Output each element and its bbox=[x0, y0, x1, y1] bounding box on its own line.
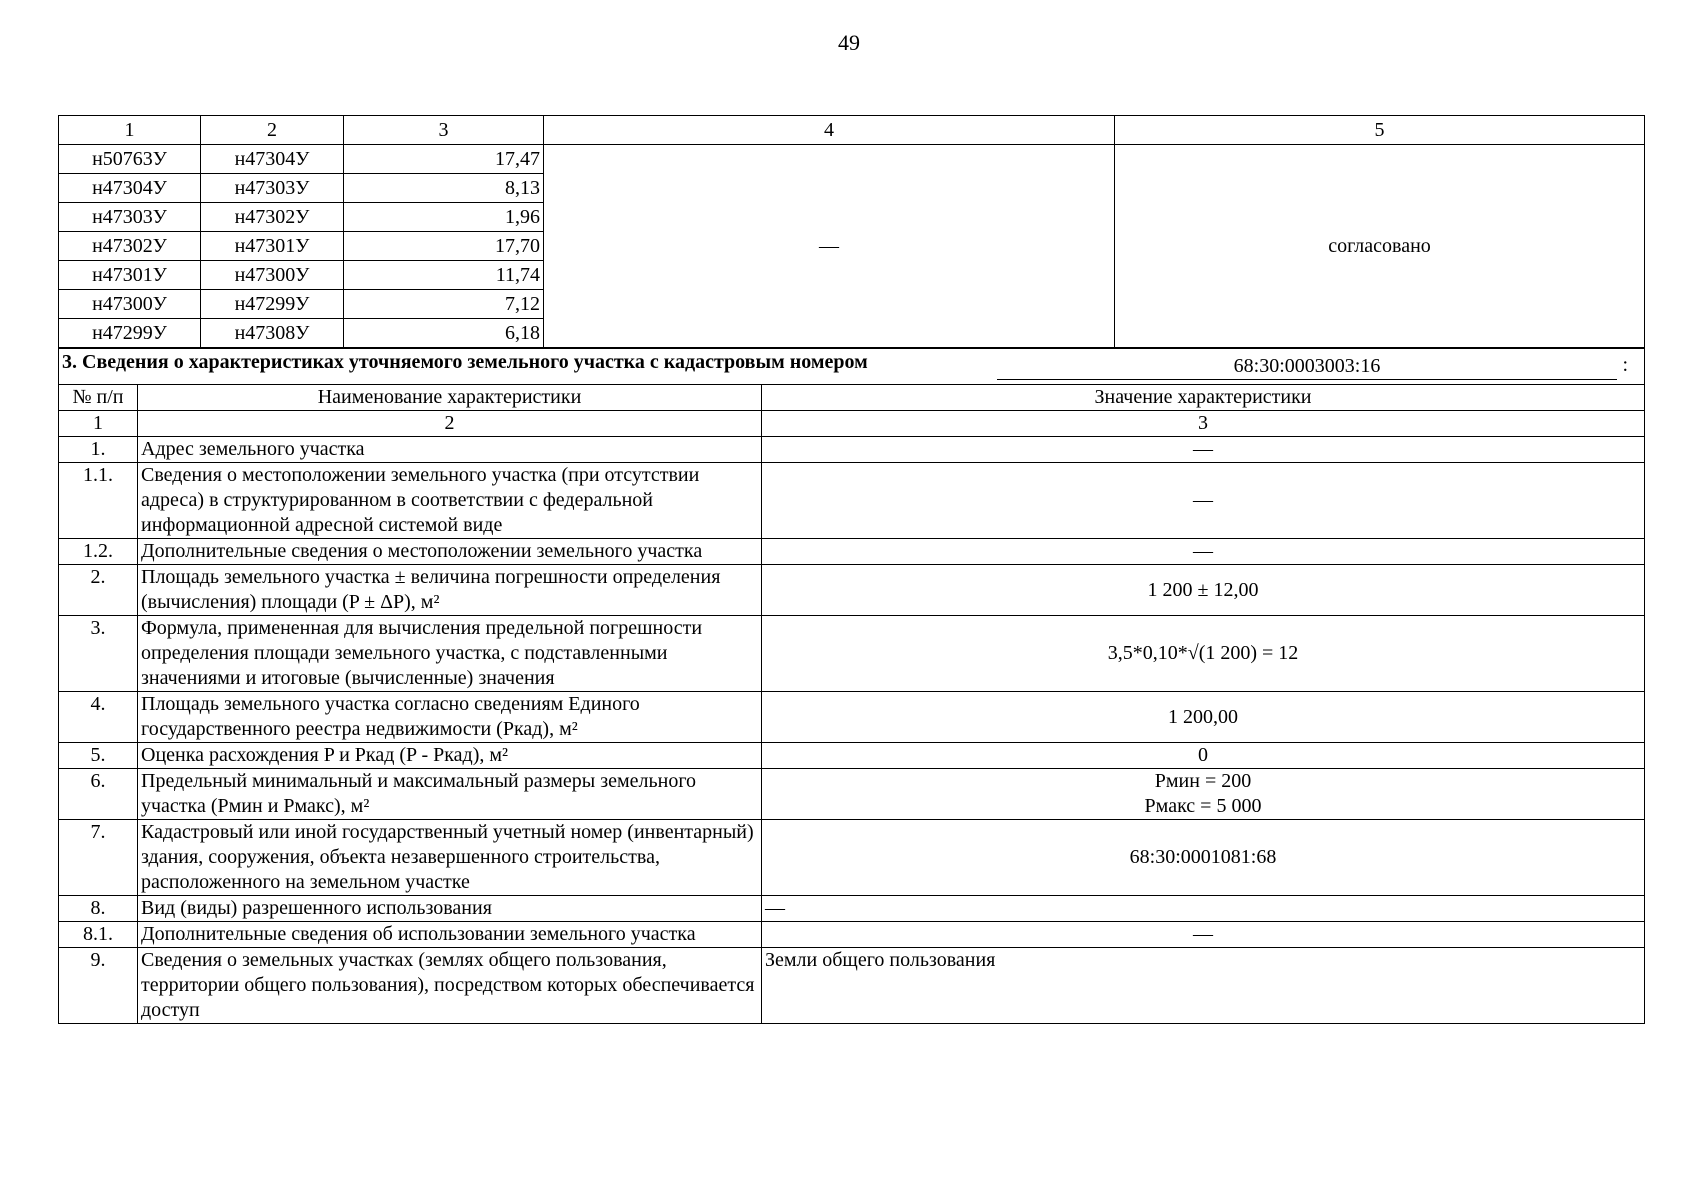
section-title-row bbox=[59, 349, 1645, 385]
table-row bbox=[59, 539, 1645, 565]
row-number: 1.2. bbox=[59, 539, 138, 565]
row-number: 3. bbox=[59, 616, 138, 692]
row-number: 8.1. bbox=[59, 922, 138, 948]
point-to: н47301У bbox=[201, 232, 344, 261]
characteristic-value: 3,5*0,10*√(1 200) = 12 bbox=[762, 616, 1645, 692]
table-row bbox=[59, 922, 1645, 948]
table-row bbox=[59, 616, 1645, 692]
segment-length: 7,12 bbox=[344, 290, 544, 319]
row-number: 9. bbox=[59, 948, 138, 1024]
page-number: 49 bbox=[838, 30, 860, 55]
segment-length: 17,47 bbox=[344, 145, 544, 174]
point-from: н47301У bbox=[59, 261, 201, 290]
boundary-header-row bbox=[59, 116, 1645, 145]
characteristic-name: Предельный минимальный и максимальный размеры земельного участка (Рмин и Рмакс), м² bbox=[138, 769, 762, 820]
characteristic-value: — bbox=[762, 896, 1645, 922]
col-header-1: 1 bbox=[59, 116, 201, 145]
col-header-value: Значение характеристики bbox=[762, 385, 1645, 411]
col-number-1: 1 bbox=[59, 411, 138, 437]
characteristics-table bbox=[58, 348, 1645, 1024]
table-row bbox=[59, 896, 1645, 922]
segment-length: 11,74 bbox=[344, 261, 544, 290]
table-row bbox=[59, 820, 1645, 896]
row-number: 4. bbox=[59, 692, 138, 743]
col-header-2: 2 bbox=[201, 116, 344, 145]
col-header-name: Наименование характеристики bbox=[138, 385, 762, 411]
table-row bbox=[59, 437, 1645, 463]
col-number-2: 2 bbox=[138, 411, 762, 437]
row-number: 7. bbox=[59, 820, 138, 896]
characteristic-name: Формула, примененная для вычисления предельной погрешности определения площади земельного участка, с подставленными значениями и итоговые (вычисленные) значения bbox=[138, 616, 762, 692]
section-title: 3. Сведения о характеристиках уточняемого земельного участка с кадастровым номером bbox=[62, 351, 868, 373]
characteristic-value: 0 bbox=[762, 743, 1645, 769]
point-to: н47303У bbox=[201, 174, 344, 203]
characteristic-value: 1 200 ± 12,00 bbox=[762, 565, 1645, 616]
column-numbers-row bbox=[59, 411, 1645, 437]
table-row bbox=[59, 743, 1645, 769]
row-number: 2. bbox=[59, 565, 138, 616]
characteristic-value: Земли общего пользования bbox=[762, 948, 1645, 1024]
point-from: н47303У bbox=[59, 203, 201, 232]
point-from: н47302У bbox=[59, 232, 201, 261]
characteristic-name: Сведения о земельных участках (землях общего пользования, территории общего пользования), посредством которых обеспечивается доступ bbox=[138, 948, 762, 1024]
characteristic-name: Площадь земельного участка согласно сведениям Единого государственного реестра недвижимости (Ркад), м² bbox=[138, 692, 762, 743]
point-from: н47299У bbox=[59, 319, 201, 348]
table-row bbox=[59, 769, 1645, 820]
characteristics-header-row bbox=[59, 385, 1645, 411]
point-from: н47300У bbox=[59, 290, 201, 319]
point-from: н50763У bbox=[59, 145, 201, 174]
segment-length: 17,70 bbox=[344, 232, 544, 261]
col-number-3: 3 bbox=[762, 411, 1645, 437]
col4-value: — bbox=[544, 145, 1115, 348]
min-size-value: Рмин = 200 bbox=[1154, 770, 1252, 792]
characteristic-name: Вид (виды) разрешенного использования bbox=[138, 896, 762, 922]
characteristic-value bbox=[762, 769, 1645, 820]
characteristic-value: — bbox=[762, 539, 1645, 565]
characteristic-value: — bbox=[762, 437, 1645, 463]
segment-length: 8,13 bbox=[344, 174, 544, 203]
row-number: 1.1. bbox=[59, 463, 138, 539]
row-number: 8. bbox=[59, 896, 138, 922]
row-number: 5. bbox=[59, 743, 138, 769]
characteristic-value: — bbox=[762, 463, 1645, 539]
col-header-3: 3 bbox=[344, 116, 544, 145]
characteristic-name: Оценка расхождения P и Ркад (P - Ркад), м² bbox=[138, 743, 762, 769]
characteristic-name: Дополнительные сведения о местоположении земельного участка bbox=[138, 539, 762, 565]
point-to: н47302У bbox=[201, 203, 344, 232]
characteristic-name: Кадастровый или иной государственный учетный номер (инвентарный) здания, сооружения, объекта незавершенного строительства, расположенного на земельном участке bbox=[138, 820, 762, 896]
boundary-table bbox=[58, 115, 1645, 348]
col-header-number: № п/п bbox=[59, 385, 138, 411]
characteristic-value: 1 200,00 bbox=[762, 692, 1645, 743]
table-row bbox=[59, 565, 1645, 616]
table-row bbox=[59, 463, 1645, 539]
table-row bbox=[59, 948, 1645, 1024]
point-to: н47308У bbox=[201, 319, 344, 348]
point-from: н47304У bbox=[59, 174, 201, 203]
table-row bbox=[59, 145, 1645, 174]
colon: : bbox=[1622, 354, 1629, 376]
cadastral-number: 68:30:0003003:16 bbox=[997, 354, 1617, 380]
segment-length: 6,18 bbox=[344, 319, 544, 348]
point-to: н47299У bbox=[201, 290, 344, 319]
col-header-5: 5 bbox=[1115, 116, 1645, 145]
col-header-4: 4 bbox=[544, 116, 1115, 145]
row-number: 1. bbox=[59, 437, 138, 463]
point-to: н47300У bbox=[201, 261, 344, 290]
max-size-value: Рмакс = 5 000 bbox=[1144, 795, 1262, 817]
characteristic-name: Площадь земельного участка ± величина погрешности определения (вычисления) площади (P ± ΔP), м² bbox=[138, 565, 762, 616]
segment-length: 1,96 bbox=[344, 203, 544, 232]
row-number: 6. bbox=[59, 769, 138, 820]
table-row bbox=[59, 692, 1645, 743]
characteristic-value: — bbox=[762, 922, 1645, 948]
agreement-status: согласовано bbox=[1115, 145, 1645, 348]
characteristic-name: Дополнительные сведения об использовании земельного участка bbox=[138, 922, 762, 948]
characteristic-name: Сведения о местоположении земельного участка (при отсутствии адреса) в структурированном в соответствии с федеральной информационной адресной системой виде bbox=[138, 463, 762, 539]
characteristic-name: Адрес земельного участка bbox=[138, 437, 762, 463]
point-to: н47304У bbox=[201, 145, 344, 174]
characteristic-value: 68:30:0001081:68 bbox=[762, 820, 1645, 896]
